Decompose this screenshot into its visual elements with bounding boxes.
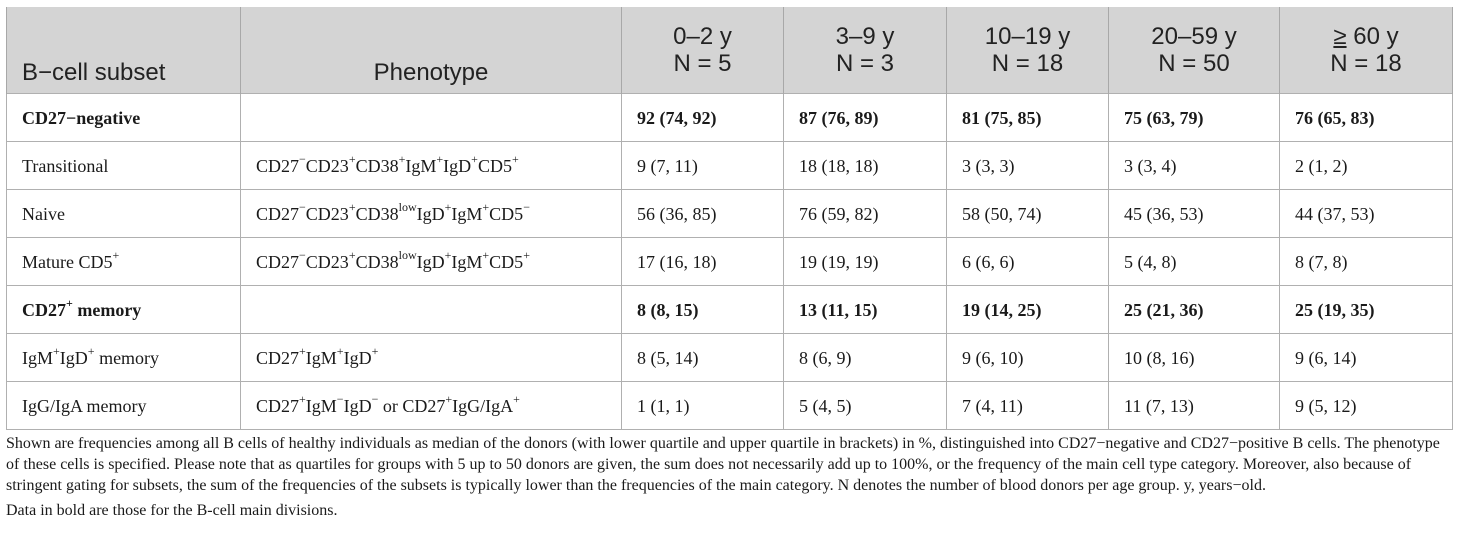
cell-value: 3 (3, 3) bbox=[947, 142, 1109, 190]
cell-subset: IgG/IgA memory bbox=[7, 382, 241, 430]
cell-phenotype bbox=[241, 286, 622, 334]
cell-value: 17 (16, 18) bbox=[622, 238, 784, 286]
b-cell-table-container bbox=[6, 7, 1452, 430]
cell-phenotype: $CD27^-CD23^+CD38^{low}IgD^+IgM^+CD5^-$ bbox=[241, 190, 622, 238]
geq-symbol: ≥ bbox=[1333, 23, 1347, 50]
header-age-label: 0–2 y bbox=[673, 23, 732, 50]
header-group-3-9 bbox=[784, 7, 947, 94]
cell-value: 58 (50, 74) bbox=[947, 190, 1109, 238]
header-n-label: N = 18 bbox=[991, 50, 1064, 77]
b-cell-subset-table bbox=[6, 7, 1453, 430]
cell-value: 3 (3, 4) bbox=[1109, 142, 1280, 190]
cell-value: 19 (19, 19) bbox=[784, 238, 947, 286]
header-n-label: N = 50 bbox=[1158, 50, 1230, 77]
header-group-10-19 bbox=[947, 7, 1109, 94]
table-row bbox=[7, 286, 1453, 334]
cell-value: 6 (6, 6) bbox=[947, 238, 1109, 286]
table-row bbox=[7, 238, 1453, 286]
header-group-60-plus bbox=[1280, 7, 1453, 94]
cell-value: 2 (1, 2) bbox=[1280, 142, 1453, 190]
cell-subset: CD27−negative bbox=[7, 94, 241, 142]
cell-value: 9 (7, 11) bbox=[622, 142, 784, 190]
table-header-row bbox=[7, 7, 1453, 94]
header-phenotype: Phenotype bbox=[241, 7, 622, 94]
header-subset: B−cell subset bbox=[7, 7, 241, 94]
footnote-bold-note: Data in bold are those for the B-cell main divisions. bbox=[6, 502, 338, 519]
header-n-label: N = 18 bbox=[1330, 50, 1402, 77]
cell-phenotype: CD27+IgM−IgD− or CD27+IgG/IgA+ bbox=[241, 382, 622, 430]
cell-subset: Mature CD5+ bbox=[7, 238, 241, 286]
cell-phenotype: CD27−CD23+CD38+IgM+IgD+CD5+ bbox=[241, 142, 622, 190]
table-footnote bbox=[6, 433, 1454, 521]
cell-value: 5 (4, 5) bbox=[784, 382, 947, 430]
header-age-label bbox=[1280, 23, 1452, 50]
cell-value: 8 (6, 9) bbox=[784, 334, 947, 382]
footnote-text: Shown are frequencies among all B cells of healthy individuals as median of the donors (with lower quartile and upper quartile in brackets) in %, distinguished into CD27−negative and CD27−positive B cells. The phenotype of these cells is specified. Please note that as quartiles for groups with 5 up to 50 donors are given, the sum does not necessarily add up to 100%, or the frequency of the main cell type category. Moreover, also because of stringent gating for subsets, the sum of the frequencies of the subsets is typically lower than the frequencies of the main category. N denotes the number of blood donors per age group. y, years−old. bbox=[6, 435, 1440, 494]
cell-subset: Naive bbox=[7, 190, 241, 238]
cell-phenotype: $CD27^-CD23^+CD38^{low}IgD^+IgM^+CD5^+$ bbox=[241, 238, 622, 286]
header-age-rest: 60 y bbox=[1346, 23, 1399, 50]
cell-value: 11 (7, 13) bbox=[1109, 382, 1280, 430]
cell-value: 25 (19, 35) bbox=[1280, 286, 1453, 334]
header-n-label: N = 3 bbox=[835, 50, 895, 77]
cell-value: 8 (5, 14) bbox=[622, 334, 784, 382]
cell-subset: Transitional bbox=[7, 142, 241, 190]
cell-value: 45 (36, 53) bbox=[1109, 190, 1280, 238]
cell-value: 9 (6, 14) bbox=[1280, 334, 1453, 382]
cell-phenotype bbox=[241, 94, 622, 142]
table-body bbox=[7, 94, 1453, 430]
table-row bbox=[7, 382, 1453, 430]
table-row bbox=[7, 94, 1453, 142]
header-age-label: 10–19 y bbox=[984, 23, 1071, 50]
header-age-label: 20–59 y bbox=[1151, 23, 1237, 50]
cell-value: 87 (76, 89) bbox=[784, 94, 947, 142]
cell-value: 75 (63, 79) bbox=[1109, 94, 1280, 142]
cell-value: 76 (65, 83) bbox=[1280, 94, 1453, 142]
header-group-0-2 bbox=[622, 7, 784, 94]
cell-value: 56 (36, 85) bbox=[622, 190, 784, 238]
cell-value: 92 (74, 92) bbox=[622, 94, 784, 142]
table-row bbox=[7, 190, 1453, 238]
table-row bbox=[7, 142, 1453, 190]
cell-value: 76 (59, 82) bbox=[784, 190, 947, 238]
cell-value: 7 (4, 11) bbox=[947, 382, 1109, 430]
cell-phenotype: CD27+IgM+IgD+ bbox=[241, 334, 622, 382]
cell-value: 1 (1, 1) bbox=[622, 382, 784, 430]
cell-subset: CD27+ memory bbox=[7, 286, 241, 334]
table-row bbox=[7, 334, 1453, 382]
cell-value: 44 (37, 53) bbox=[1280, 190, 1453, 238]
cell-subset: IgM+IgD+ memory bbox=[7, 334, 241, 382]
cell-value: 81 (75, 85) bbox=[947, 94, 1109, 142]
header-n-label: N = 5 bbox=[673, 50, 732, 77]
cell-value: 9 (5, 12) bbox=[1280, 382, 1453, 430]
cell-value: 9 (6, 10) bbox=[947, 334, 1109, 382]
cell-value: 18 (18, 18) bbox=[784, 142, 947, 190]
cell-value: 19 (14, 25) bbox=[947, 286, 1109, 334]
header-group-20-59 bbox=[1109, 7, 1280, 94]
cell-value: 5 (4, 8) bbox=[1109, 238, 1280, 286]
cell-value: 10 (8, 16) bbox=[1109, 334, 1280, 382]
cell-value: 13 (11, 15) bbox=[784, 286, 947, 334]
cell-value: 25 (21, 36) bbox=[1109, 286, 1280, 334]
cell-value: 8 (8, 15) bbox=[622, 286, 784, 334]
cell-value: 8 (7, 8) bbox=[1280, 238, 1453, 286]
header-age-label: 3–9 y bbox=[835, 23, 895, 50]
